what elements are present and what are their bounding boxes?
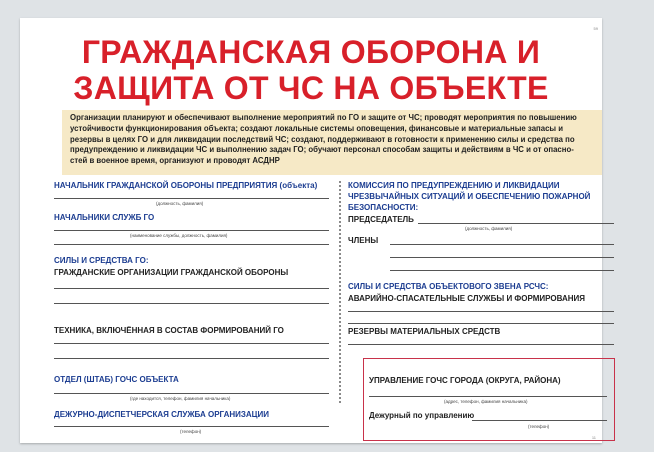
city-office-caption: (адрес, телефон, фамилия начальника) [444, 399, 528, 404]
civil-orgs-line-2[interactable] [54, 303, 329, 304]
head-of-cd-suffix: (объекта) [279, 181, 318, 190]
page-marker-bottom: 11 [591, 435, 596, 440]
dispatch-caption: (телефон) [180, 429, 202, 434]
dispatch-line[interactable] [54, 426, 329, 427]
members-line-1[interactable] [390, 244, 614, 245]
poster [20, 18, 602, 443]
equipment-line-1[interactable] [54, 343, 329, 344]
equipment-line-2[interactable] [54, 358, 329, 359]
service-heads-caption: (наименование службы, должность, фамилия) [130, 233, 228, 238]
chairman-label: ПРЕДСЕДАТЕЛЬ [348, 215, 414, 224]
city-office-label: УПРАВЛЕНИЕ ГОЧС ГОРОДА (ОКРУГА, РАЙОНА) [369, 376, 561, 385]
service-heads-line-2[interactable] [54, 244, 329, 245]
city-office-line[interactable] [369, 396, 607, 397]
reserves-label: РЕЗЕРВЫ МАТЕРИАЛЬНЫХ СРЕДСТВ [348, 327, 501, 336]
commission-label-line-3: БЕЗОПАСНОСТИ: [348, 203, 419, 212]
duty-officer-line[interactable] [472, 420, 607, 421]
forces-label: СИЛЫ И СРЕДСТВА ГО: [54, 256, 149, 265]
head-of-cd-line[interactable] [54, 198, 329, 199]
dispatch-label: ДЕЖУРНО-ДИСПЕТЧЕРСКАЯ СЛУЖБА ОРГАНИЗАЦИИ [54, 410, 270, 419]
service-heads-line-1[interactable] [54, 230, 329, 231]
service-heads-label: НАЧАЛЬНИКИ СЛУЖБ ГО [54, 213, 155, 222]
intro-line: стей в военное время, организуют и проводят АСДНР [70, 156, 280, 166]
column-divider [339, 181, 341, 403]
rescue-services-label: АВАРИЙНО-СПАСАТЕЛЬНЫЕ СЛУЖБЫ И ФОРМИРОВАНИЯ [348, 294, 586, 303]
intro-line: устойчивости функционирования объекта; создают локальные системы оповещения, финансовые и материальные запасы и [70, 123, 564, 133]
rescue-services-line-1[interactable] [348, 311, 614, 312]
duty-officer-caption: (телефон) [528, 424, 550, 429]
intro-text-block [62, 110, 602, 175]
civil-orgs-line-1[interactable] [54, 288, 329, 289]
members-label: ЧЛЕНЫ [348, 236, 379, 245]
members-line-2[interactable] [390, 257, 614, 258]
poster-title-line-2: ЗАЩИТА ОТ ЧС НА ОБЪЕКТЕ [73, 70, 549, 106]
reserves-line[interactable] [348, 344, 614, 345]
rsches-forces-label: СИЛЫ И СРЕДСТВА ОБЪЕКТОВОГО ЗВЕНА РСЧС: [348, 282, 549, 291]
equipment-label: ТЕХНИКА, ВКЛЮЧЁННАЯ В СОСТАВ ФОРМИРОВАНИЙ ГО [54, 326, 284, 335]
poster-title-line-1: ГРАЖДАНСКАЯ ОБОРОНА И [81, 34, 541, 70]
department-caption: (где находится, телефон, фамилия начальника) [130, 396, 231, 401]
page-marker-top: 59 [593, 26, 598, 31]
head-of-cd-caption: (должность, фамилия) [156, 201, 204, 206]
chairman-caption: (должность, фамилия) [465, 226, 513, 231]
department-line[interactable] [54, 393, 329, 394]
department-label: ОТДЕЛ (ШТАБ) ГОЧС ОБЪЕКТА [54, 375, 179, 384]
rescue-services-line-2[interactable] [348, 323, 614, 324]
intro-line: предупреждению и ликвидации ЧС и выполнению задач ГО; обучают персонал способам защиты и действиям в ЧС и от опасно- [70, 145, 574, 155]
duty-officer-label: Дежурный по управлению [369, 411, 475, 420]
head-of-cd-label: НАЧАЛЬНИК ГРАЖДАНСКОЙ ОБОРОНЫ ПРЕДПРИЯТИЯ (объекта) [54, 181, 318, 190]
commission-label-line-2: ЧРЕЗВЫЧАЙНЫХ СИТУАЦИЙ И ОБЕСПЕЧЕНИЮ ПОЖАРНОЙ [348, 192, 591, 201]
chairman-line[interactable] [418, 223, 614, 224]
intro-line: Организации планируют и обеспечивают выполнение мероприятий по ГО и защите от ЧС; проводят мероприятия по повышению [70, 113, 577, 122]
commission-label-line-1: КОМИССИЯ ПО ПРЕДУПРЕЖДЕНИЮ И ЛИКВИДАЦИИ [348, 181, 560, 190]
members-line-3[interactable] [390, 270, 614, 271]
civil-orgs-label: ГРАЖДАНСКИЕ ОРГАНИЗАЦИИ ГРАЖДАНСКОЙ ОБОРОНЫ [54, 268, 289, 277]
intro-line: резервы в целях ГО и для ликвидации последствий ЧС; создают, поддерживают в готовности к применению силы и средства по [70, 134, 575, 144]
